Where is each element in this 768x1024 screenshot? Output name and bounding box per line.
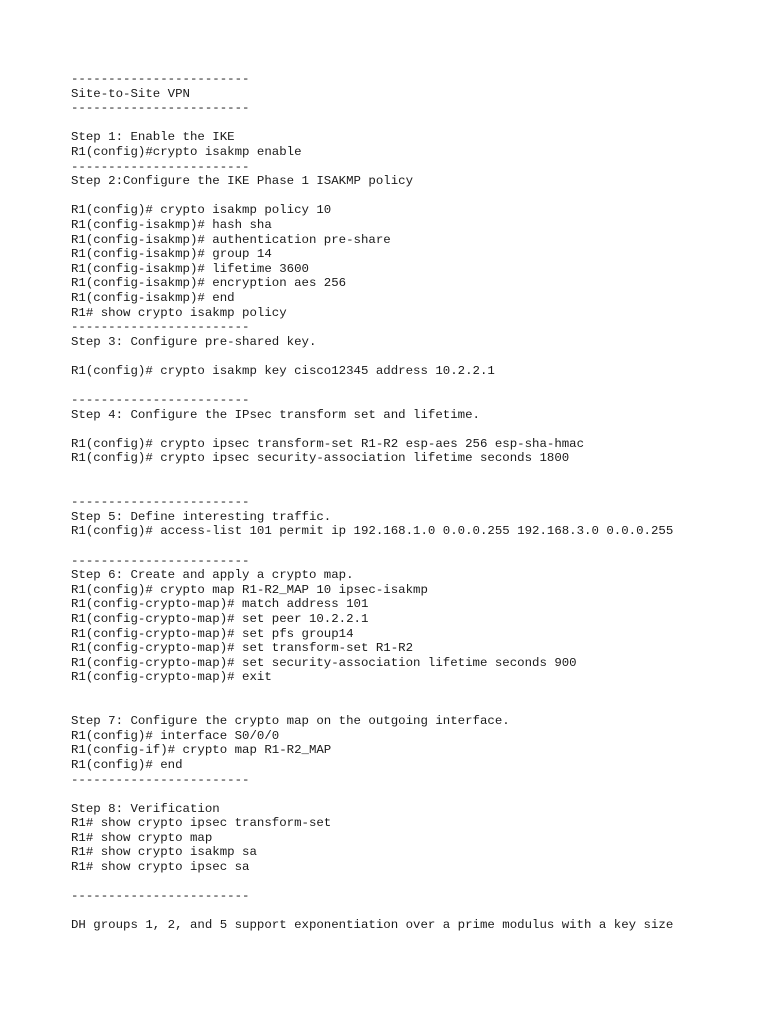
command-line: R1(config-crypto-map)# set pfs group14 <box>71 626 354 641</box>
command-line: R1(config-isakmp)# hash sha <box>71 217 272 232</box>
command-line: R1(config)# crypto isakmp policy 10 <box>71 203 332 218</box>
command-line: R1# show crypto ipsec sa <box>71 860 250 875</box>
step-heading: Step 4: Configure the IPsec transform set and lifetime. <box>71 407 480 422</box>
command-line: R1(config-crypto-map)# set security-association lifetime seconds 900 <box>71 655 577 670</box>
step-heading: Step 2:Configure the IKE Phase 1 ISAKMP policy <box>71 174 414 189</box>
separator-line: ------------------------ <box>71 393 250 408</box>
step-heading: Step 6: Create and apply a crypto map. <box>71 568 354 583</box>
blank-line <box>71 349 751 364</box>
blank-line <box>71 700 751 715</box>
command-line: R1(config)# crypto map R1-R2_MAP 10 ipsec-isakmp <box>71 582 428 597</box>
step-heading: Step 7: Configure the crypto map on the outgoing interface. <box>71 714 510 729</box>
separator-line: ------------------------ <box>71 772 250 787</box>
command-line: R1(config)# crypto ipsec security-association lifetime seconds 1800 <box>71 451 570 466</box>
command-line: R1# show crypto map <box>71 830 213 845</box>
separator-line: ------------------------ <box>71 553 250 568</box>
blank-line <box>71 116 751 131</box>
blank-line <box>71 875 751 890</box>
command-line: R1(config-isakmp)# lifetime 3600 <box>71 261 309 276</box>
command-line: R1(config-isakmp)# authentication pre-share <box>71 232 391 247</box>
command-line: R1(config-if)# crypto map R1-R2_MAP <box>71 743 332 758</box>
blank-line <box>71 378 751 393</box>
command-line: R1(config)# crypto isakmp key cisco12345 address 10.2.2.1 <box>71 363 495 378</box>
blank-line <box>71 422 751 437</box>
text-line: DH groups 1, 2, and 5 support exponentiation over a prime modulus with a key size <box>71 918 674 933</box>
separator-line: ------------------------ <box>71 101 250 116</box>
separator-line: ------------------------ <box>71 159 250 174</box>
document-body <box>71 72 751 933</box>
command-line: R1(config-crypto-map)# exit <box>71 670 272 685</box>
command-line: R1(config)# crypto ipsec transform-set R1-R2 esp-aes 256 esp-sha-hmac <box>71 436 585 451</box>
command-line: R1# show crypto ipsec transform-set <box>71 816 332 831</box>
blank-line <box>71 481 751 496</box>
blank-line <box>71 539 751 554</box>
blank-line <box>71 787 751 802</box>
command-line: R1(config)# end <box>71 757 183 772</box>
step-heading: Step 1: Enable the IKE <box>71 130 235 145</box>
blank-line <box>71 904 751 919</box>
separator-line: ------------------------ <box>71 889 250 904</box>
separator-line: ------------------------ <box>71 72 250 86</box>
command-line: R1(config-isakmp)# encryption aes 256 <box>71 276 347 291</box>
separator-line: ------------------------ <box>71 320 250 335</box>
step-heading: Step 3: Configure pre-shared key. <box>71 334 317 349</box>
separator-line: ------------------------ <box>71 495 250 510</box>
command-line: R1(config-crypto-map)# match address 101 <box>71 597 369 612</box>
blank-line <box>71 189 751 204</box>
command-line: R1(config-crypto-map)# set transform-set R1-R2 <box>71 641 414 656</box>
document-title: Site-to-Site VPN <box>71 86 190 101</box>
command-line: R1(config)# access-list 101 permit ip 192.168.1.0 0.0.0.255 192.168.3.0 0.0.0.255 <box>71 524 674 539</box>
blank-line <box>71 685 751 700</box>
command-line: R1# show crypto isakmp policy <box>71 305 287 320</box>
command-line: R1(config-isakmp)# group 14 <box>71 247 272 262</box>
command-line: R1(config)#crypto isakmp enable <box>71 144 302 159</box>
step-heading: Step 8: Verification <box>71 801 220 816</box>
step-heading: Step 5: Define interesting traffic. <box>71 509 332 524</box>
command-line: R1(config)# interface S0/0/0 <box>71 728 280 743</box>
command-line: R1# show crypto isakmp sa <box>71 845 257 860</box>
blank-line <box>71 466 751 481</box>
command-line: R1(config-isakmp)# end <box>71 290 235 305</box>
command-line: R1(config-crypto-map)# set peer 10.2.2.1 <box>71 611 369 626</box>
